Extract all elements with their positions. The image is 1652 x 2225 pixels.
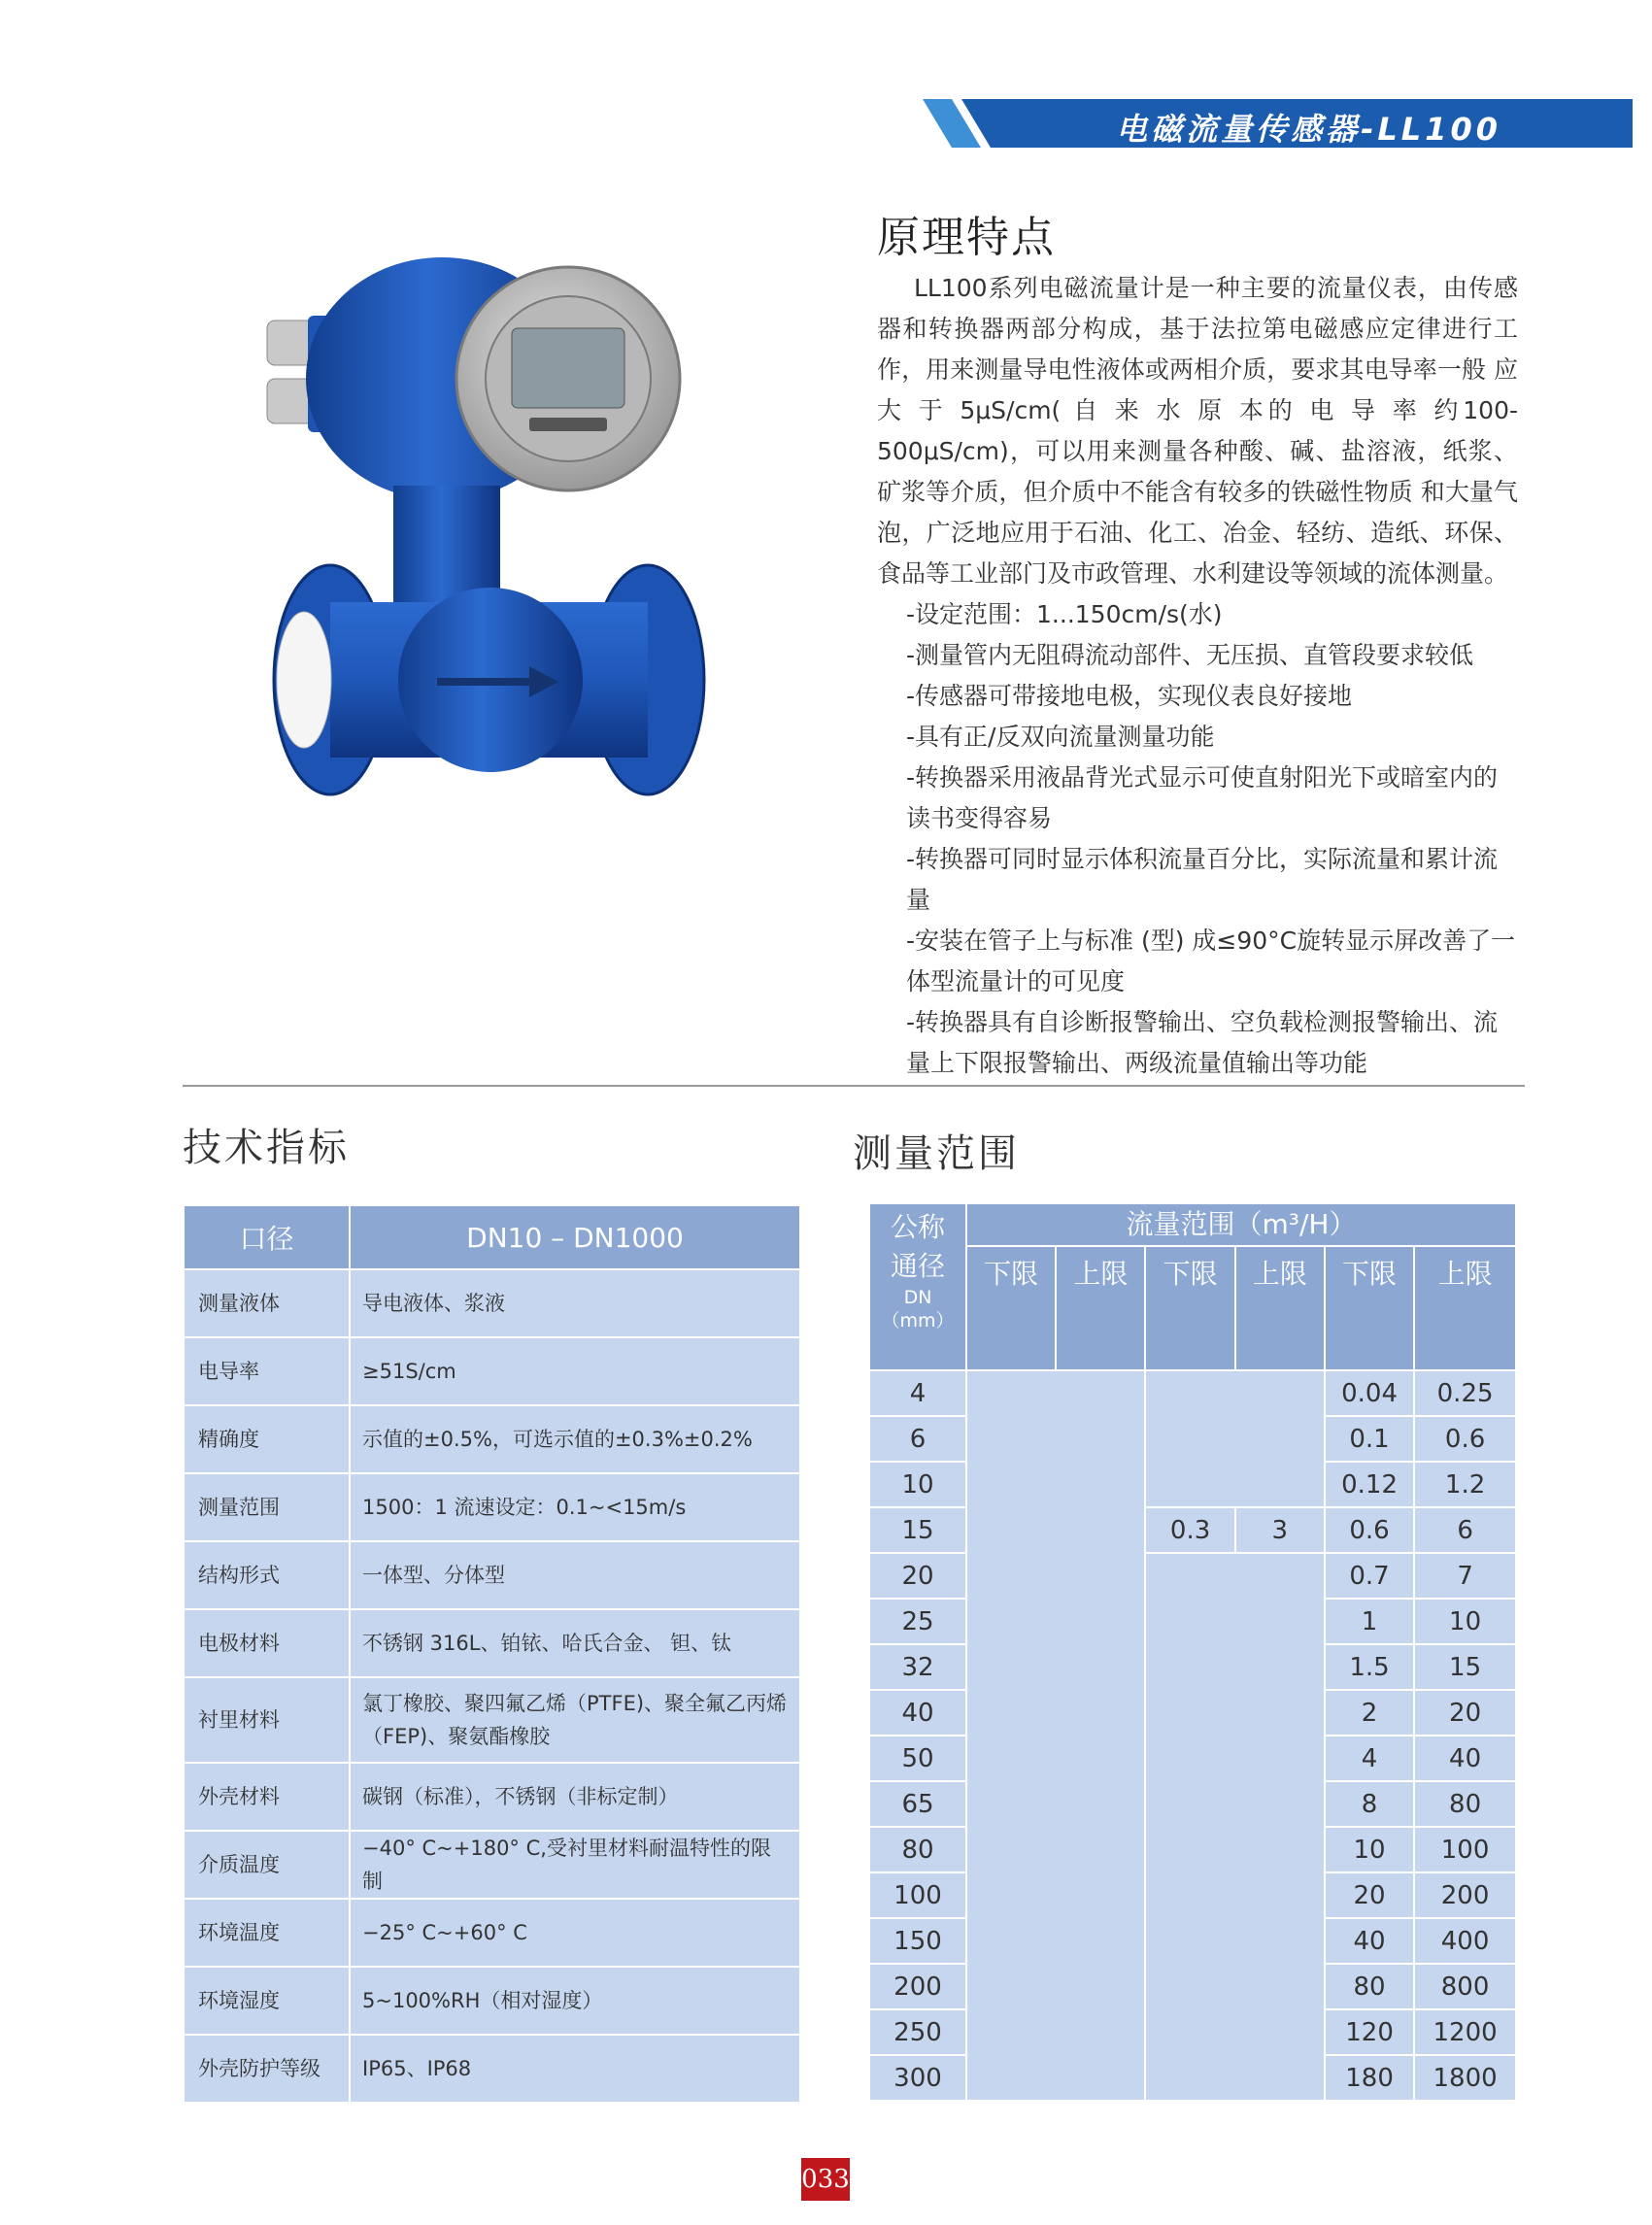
upper-cell: 7: [1414, 1553, 1516, 1599]
upper-cell: 100: [1414, 1827, 1516, 1872]
lower-cell: 120: [1325, 2009, 1414, 2055]
table-row: [184, 1967, 800, 2035]
feature-item: -转换器具有自诊断报警输出、空负载检测报警输出、流量上下限报警输出、两级流量值输出等功能: [906, 1008, 1499, 1077]
principle-title: 原理特点: [877, 213, 1056, 262]
dn-cell: 80: [869, 1827, 966, 1872]
dn-cell: 300: [869, 2055, 966, 2101]
spec-key: 环境温度: [184, 1899, 350, 1967]
upper-limit-header: 上限: [1235, 1246, 1325, 1370]
dn-cell: 32: [869, 1644, 966, 1690]
dn-cell: 65: [869, 1781, 966, 1827]
lower-limit-header: 下限: [1145, 1246, 1234, 1370]
dn-header-line2: 通径: [890, 1250, 945, 1282]
dn-cell: 100: [869, 1872, 966, 1918]
header-title: 电磁流量传感器-LL100: [1116, 111, 1501, 148]
upper-cell: 6: [1414, 1507, 1516, 1553]
dn-cell: 15: [869, 1507, 966, 1553]
dn-cell: 10: [869, 1462, 966, 1507]
table-row: [184, 1269, 800, 1337]
table-row: [184, 1899, 800, 1967]
mid-lower-cell: 0.3: [1145, 1507, 1234, 1553]
spec-key: 测量液体: [184, 1269, 350, 1337]
upper-cell: 80: [1414, 1781, 1516, 1827]
lower-cell: 2: [1325, 1690, 1414, 1736]
empty-range-block: [966, 1370, 1145, 2101]
lower-limit-header: 下限: [1325, 1246, 1414, 1370]
upper-cell: 1800: [1414, 2055, 1516, 2101]
lower-cell: 1: [1325, 1599, 1414, 1644]
lower-cell: 8: [1325, 1781, 1414, 1827]
dn-cell: 150: [869, 1918, 966, 1964]
flow-range-header: 流量范围（m³/H）: [966, 1203, 1516, 1246]
table-row: [869, 1553, 1516, 1599]
spec-key: 精确度: [184, 1405, 350, 1473]
spec-key: 电极材料: [184, 1609, 350, 1677]
spec-value: 示值的±0.5%，可选示值的±0.3%±0.2%: [350, 1405, 800, 1473]
flowmeter-illustration: [248, 243, 724, 845]
table-row: [184, 1473, 800, 1541]
range-header-row: [869, 1203, 1516, 1246]
lower-cell: 80: [1325, 1964, 1414, 2009]
table-row: [869, 1507, 1516, 1553]
spec-value: 氯丁橡胶、聚四氟乙烯（PTFE)、聚全氟乙丙烯（FEP)、聚氨酯橡胶: [350, 1677, 800, 1763]
spec-value: 不锈钢 316L、铂铱、哈氏合金、 钽、钛: [350, 1609, 800, 1677]
principle-body: [877, 268, 1518, 1084]
feature-item: -安装在管子上与标准 (型) 成≤90°C旋转显示屏改善了一体型流量计的可见度: [906, 927, 1516, 995]
lower-cell: 4: [1325, 1736, 1414, 1781]
upper-cell: 1200: [1414, 2009, 1516, 2055]
principle-paragraph: LL100系列电磁流量计是一种主要的流量仪表，由传感器和转换器两部分构成，基于法拉第电磁感应定律进行工作，用来测量导电性液体或两相介质，要求其电导率一般 应 大 于 5μS/cm( 自 来 水 原 本的 电 导 率 约100-500μS/cm)，可以用来测量各种酸、碱、盐溶液，纸浆、矿浆等介质，但介质中不能含有较多的铁磁性物质 和大量气泡，广泛地应用于石油、化工、冶金、轻纺、造纸、环保、食品等工业部门及市政管理、水利建设等领域的流体测量。: [877, 274, 1518, 588]
spec-key: 衬里材料: [184, 1677, 350, 1763]
table-row: [184, 1405, 800, 1473]
feature-item: -转换器可同时显示体积流量百分比，实际流量和累计流量: [906, 845, 1499, 914]
lower-cell: 0.6: [1325, 1507, 1414, 1553]
lower-limit-header: 下限: [966, 1246, 1056, 1370]
spec-value: 5~100%RH（相对湿度）: [350, 1967, 800, 2035]
spec-value: −25° C~+60° C: [350, 1899, 800, 1967]
upper-cell: 800: [1414, 1964, 1516, 2009]
table-row: [184, 1763, 800, 1831]
lower-cell: 0.12: [1325, 1462, 1414, 1507]
table-row: [184, 1831, 800, 1899]
upper-cell: 40: [1414, 1736, 1516, 1781]
product-image: [248, 243, 724, 845]
mid-upper-cell: 3: [1235, 1507, 1325, 1553]
empty-range-block: [1145, 1553, 1324, 2101]
lower-cell: 10: [1325, 1827, 1414, 1872]
feature-item: -设定范围：1...150cm/s(水): [906, 600, 1223, 628]
range-subheader-row: [869, 1246, 1516, 1370]
spec-value: 一体型、分体型: [350, 1541, 800, 1609]
spec-key: 测量范围: [184, 1473, 350, 1541]
dn-cell: 4: [869, 1370, 966, 1416]
table-row: [184, 2035, 800, 2103]
upper-cell: 10: [1414, 1599, 1516, 1644]
table-row: [184, 1337, 800, 1405]
spec-value: 导电液体、浆液: [350, 1269, 800, 1337]
spec-value: 1500：1 流速设定：0.1~<15m/s: [350, 1473, 800, 1541]
dn-cell: 50: [869, 1736, 966, 1781]
feature-item: -转换器采用液晶背光式显示可使直射阳光下或暗室内的读书变得容易: [906, 763, 1499, 832]
spec-value: ≥51S/cm: [350, 1337, 800, 1405]
feature-item: -测量管内无阻碍流动部件、无压损、直管段要求较低: [906, 641, 1474, 669]
dn-cell: 250: [869, 2009, 966, 2055]
upper-cell: 0.6: [1414, 1416, 1516, 1462]
tech-header-row: [184, 1205, 800, 1269]
spec-value: 碳钢（标准），不锈钢（非标定制）: [350, 1763, 800, 1831]
lower-cell: 1.5: [1325, 1644, 1414, 1690]
spec-key: 环境湿度: [184, 1967, 350, 2035]
upper-cell: 20: [1414, 1690, 1516, 1736]
table-row: [184, 1677, 800, 1763]
range-table: [868, 1202, 1517, 2102]
lower-cell: 0.7: [1325, 1553, 1414, 1599]
upper-cell: 15: [1414, 1644, 1516, 1690]
tech-header-key: 口径: [184, 1205, 350, 1269]
dn-cell: 25: [869, 1599, 966, 1644]
lower-cell: 180: [1325, 2055, 1414, 2101]
header-ribbon: [923, 99, 1633, 148]
table-row: [184, 1541, 800, 1609]
feature-item: -具有正/反双向流量测量功能: [906, 723, 1215, 751]
spec-value: −40° C~+180° C,受衬里材料耐温特性的限制: [350, 1831, 800, 1899]
lower-cell: 40: [1325, 1918, 1414, 1964]
dn-cell: 200: [869, 1964, 966, 2009]
range-title: 测量范围: [853, 1131, 1020, 1176]
empty-range-block: [1145, 1370, 1324, 1507]
lower-cell: 20: [1325, 1872, 1414, 1918]
dn-header-unit: DN: [903, 1287, 932, 1308]
dn-cell: 6: [869, 1416, 966, 1462]
dn-header-mm: （mm）: [881, 1310, 955, 1332]
lower-cell: 0.04: [1325, 1370, 1414, 1416]
upper-cell: 400: [1414, 1918, 1516, 1964]
spec-key: 电导率: [184, 1337, 350, 1405]
tech-spec-table: [183, 1204, 801, 2104]
tech-header-value: DN10 – DN1000: [350, 1205, 800, 1269]
spec-key: 结构形式: [184, 1541, 350, 1609]
feature-item: -传感器可带接地电极，实现仪表良好接地: [906, 682, 1353, 710]
lower-cell: 0.1: [1325, 1416, 1414, 1462]
tech-title: 技术指标: [183, 1126, 350, 1170]
spec-key: 外壳材料: [184, 1763, 350, 1831]
upper-limit-header: 上限: [1056, 1246, 1145, 1370]
dn-cell: 20: [869, 1553, 966, 1599]
upper-cell: 0.25: [1414, 1370, 1516, 1416]
table-row: [869, 1370, 1516, 1416]
upper-cell: 1.2: [1414, 1462, 1516, 1507]
upper-limit-header: 上限: [1414, 1246, 1516, 1370]
section-divider: [183, 1085, 1525, 1087]
table-row: [184, 1609, 800, 1677]
spec-key: 外壳防护等级: [184, 2035, 350, 2103]
dn-cell: 40: [869, 1690, 966, 1736]
upper-cell: 200: [1414, 1872, 1516, 1918]
spec-value: IP65、IP68: [350, 2035, 800, 2103]
spec-key: 介质温度: [184, 1831, 350, 1899]
feature-list: [877, 594, 1518, 1084]
dn-header: [869, 1203, 966, 1370]
page-number: 033: [801, 2158, 850, 2201]
dn-header-line1: 公称: [890, 1211, 945, 1243]
